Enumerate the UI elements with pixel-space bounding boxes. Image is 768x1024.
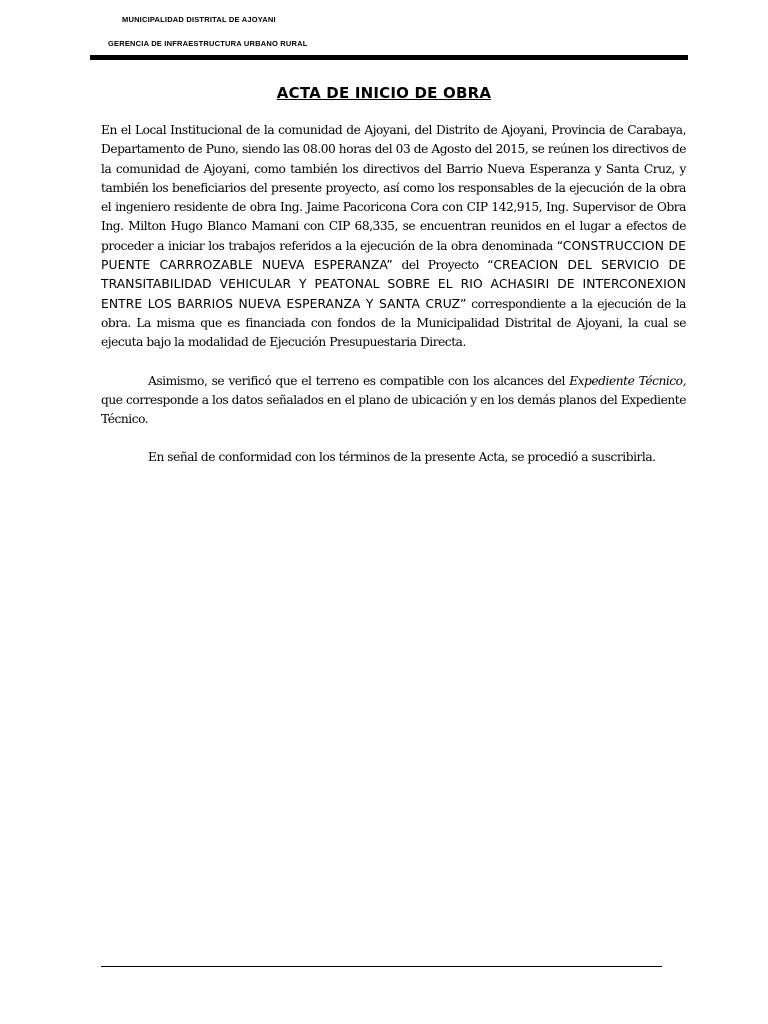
paragraph-intro-text-1: En el Local Institucional de la comunidad de Ajoyani, del Distrito de Ajoyani, Provincia de Carabaya, Departamento de Puno, siendo las 08.00 horas del 03 de Agosto del 2015, se reúnen los directivos de la comunidad de Ajoyani, como también los directivos del Barrio Nueva Esperanza y Santa Cruz, y también los beneficiarios del presente proyecto, así como los responsables de la ejecución de la obra el ingeniero residente de obra Ing. Jaime Pacoricona Cora con CIP 142,915, Ing. Supervisor de Obra Ing. Milton Hugo Blanco Mamani con CIP 68,335, se encuentran reunidos en el lugar a efectos de proceder a iniciar los trabajos referidos a la ejecución de la obra denominada (101, 123, 686, 253)
obra-name: “CONSTRUCCION DE PUENTE CARRROZABLE NUEVA ESPERANZA” (101, 238, 686, 273)
expediente-tecnico-italic: Expediente Técnico, (569, 373, 686, 388)
document-body (101, 121, 686, 468)
paragraph-verification-text-2: que corresponde a los datos señalados en el plano de ubicación y en los demás planos del Expediente Técnico. (101, 392, 686, 427)
proyecto-name: “CREACION DEL SERVICIO DE TRANSITABILIDAD VEHICULAR Y PEATONAL SOBRE EL RIO ACHASIRI DE INTERCONEXION ENTRE LOS BARRIOS NUEVA ESPERANZA Y SANTA CRUZ” (101, 258, 686, 311)
paragraph-verification-text-1: Asimismo, se verificó que el terreno es compatible con los alcances del (148, 373, 570, 388)
header-divider (90, 55, 688, 60)
paragraph-intro (101, 121, 686, 353)
document-title: ACTA DE INICIO DE OBRA (276, 84, 492, 102)
signature-line (101, 966, 662, 967)
paragraph-conformity: En señal de conformidad con los términos de la presente Acta, se procedió a suscribirla. (148, 450, 656, 465)
document-header (90, 14, 688, 49)
paragraph-intro-text-2: del Proyecto (392, 258, 488, 273)
header-department: GERENCIA DE INFRAESTRUCTURA URBANO RURAL (108, 39, 308, 48)
paragraph-intro-text-3: correspondiente a la ejecución de la obra. La misma que es financiada con fondos de la Municipalidad Distrital de Ajoyani, la cual se ejecuta bajo la modalidad de Ejecución Presupuestaria Directa. (101, 296, 686, 350)
paragraph-verification (101, 372, 686, 430)
header-municipality: MUNICIPALIDAD DISTRITAL DE AJOYANI (122, 15, 276, 24)
